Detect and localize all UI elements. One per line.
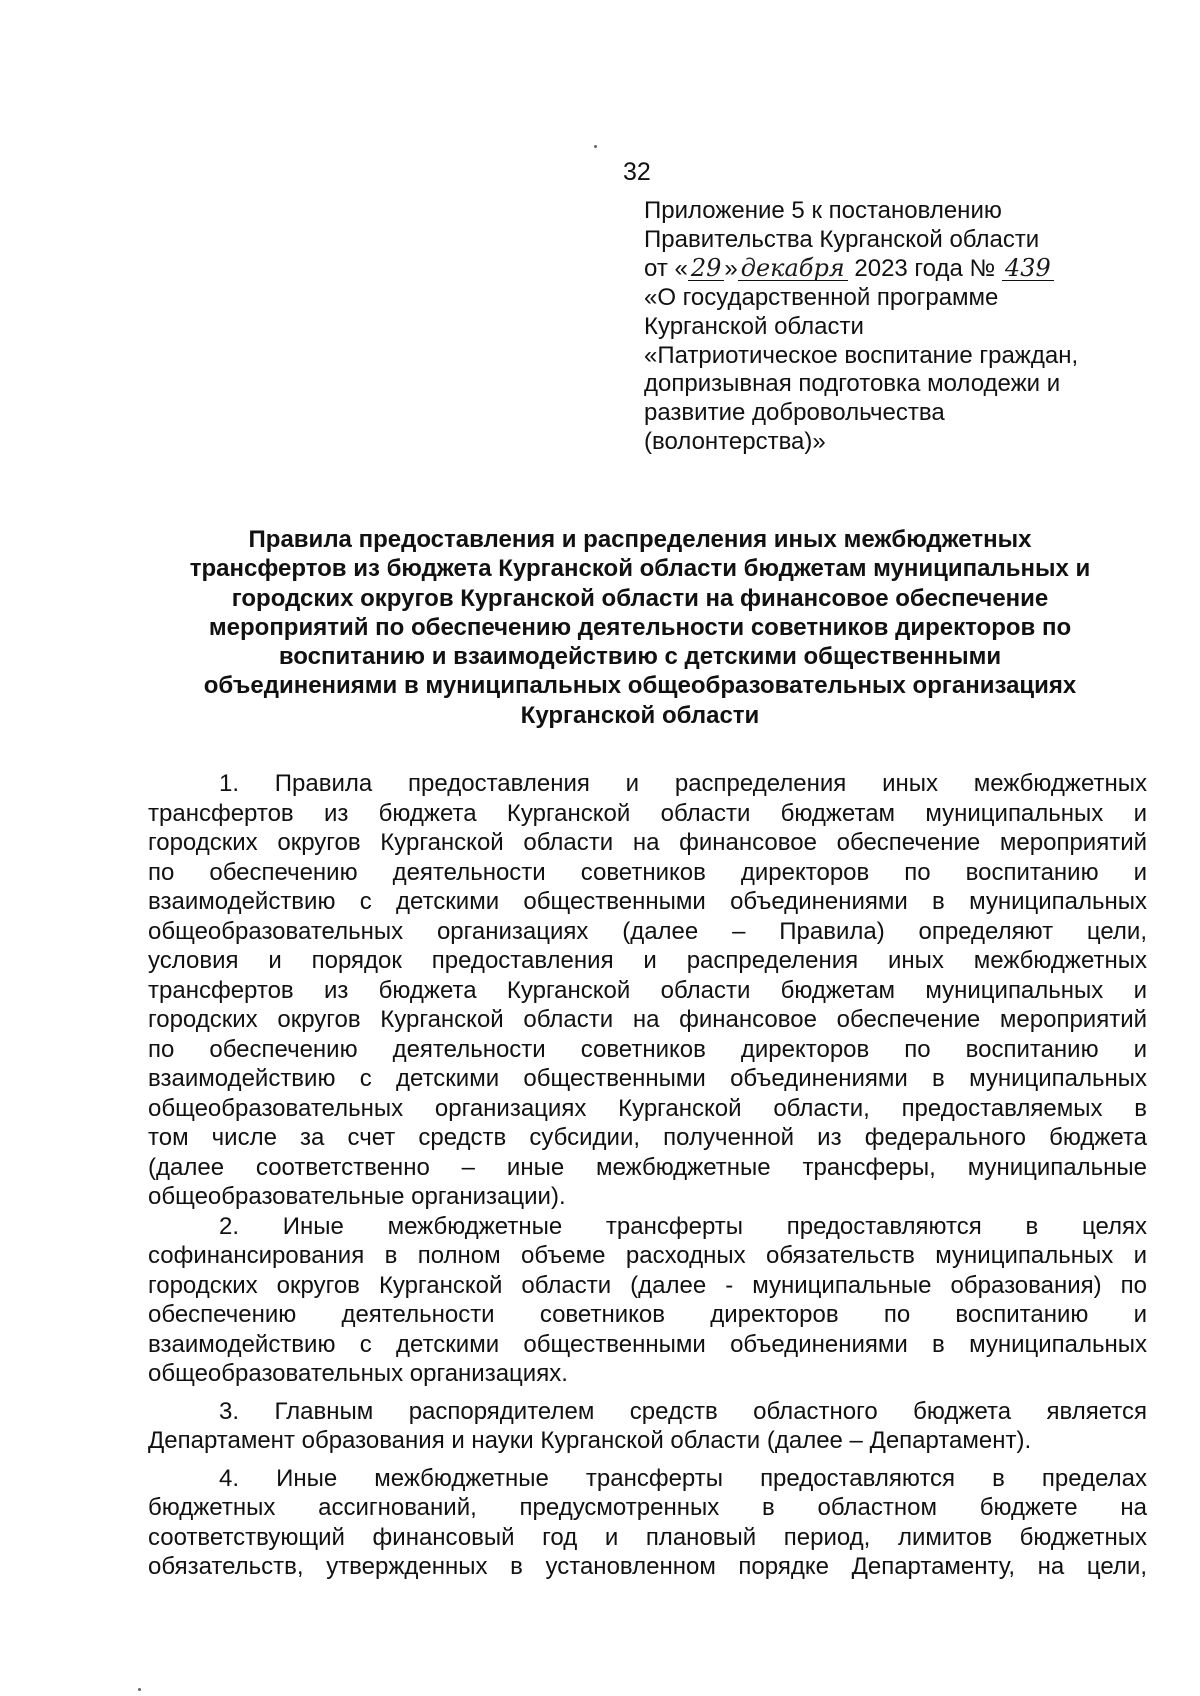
paragraph-line: Департамент образования и науки Курганской области (далее – Департамент). xyxy=(148,1427,1032,1454)
paragraph-line: городских округов Курганской области на финансовое обеспечение мероприятий xyxy=(148,1006,1147,1033)
title-line: мероприятий по обеспечению деятельности советников директоров по xyxy=(208,613,1072,641)
title-line: Правила предоставления и распределения иных межбюджетных xyxy=(248,526,1032,553)
paragraph-line: общеобразовательных организациях Курганской области, предоставляемых в xyxy=(148,1094,1147,1122)
paragraph-line: городских округов Курганской области на финансовое обеспечение мероприятий xyxy=(148,829,1147,856)
scan-speck xyxy=(594,145,597,148)
date-quote: » xyxy=(724,254,738,282)
paragraph-line: общеобразовательные организации). xyxy=(148,1183,566,1210)
appendix-line: развитие добровольчества xyxy=(644,399,945,427)
appendix-line: «Патриотическое воспитание граждан, xyxy=(644,341,1079,369)
document-body xyxy=(148,769,1147,1582)
title-line: трансфертов из бюджета Курганской области бюджетам муниципальных и xyxy=(189,555,1091,583)
paragraph-line: 3. Главным распорядителем средств областного бюджета является xyxy=(219,1397,1147,1425)
paragraph-1 xyxy=(148,769,1147,1212)
appendix-line: «О государственной программе xyxy=(644,283,999,311)
date-year: 2023 года № xyxy=(847,254,996,282)
paragraph-line: 4. Иные межбюджетные трансферты предоставляются в пределах xyxy=(219,1464,1147,1492)
appendix-line: (волонтерства)» xyxy=(644,428,826,456)
paragraph-line: общеобразовательных организациях. xyxy=(148,1360,568,1387)
paragraph-line: трансфертов из бюджета Курганской области бюджетам муниципальных и xyxy=(148,976,1147,1004)
paragraph-line: трансфертов из бюджета Курганской области бюджетам муниципальных и xyxy=(148,799,1147,827)
appendix-line: Правительства Курганской области xyxy=(644,225,1040,253)
paragraph-line: (далее соответственно – иные межбюджетные трансферы, муниципальные xyxy=(148,1153,1147,1181)
appendix-date-line xyxy=(644,255,1164,284)
handwritten-month: декабря xyxy=(738,256,848,281)
paragraph-line: городских округов Курганской области (далее - муниципальные образования) по xyxy=(148,1271,1147,1299)
paragraph-line: условия и порядок предоставления и распределения иных межбюджетных xyxy=(148,947,1147,974)
paragraph-line: 1. Правила предоставления и распределения иных межбюджетных xyxy=(219,770,1147,797)
paragraph-line: том числе за счет средств субсидии, полученной из федерального бюджета xyxy=(148,1124,1147,1151)
handwritten-doc-number: 439 xyxy=(1002,256,1054,281)
paragraph-line: соответствующий финансовый год и плановый период, лимитов бюджетных xyxy=(148,1523,1147,1551)
paragraph-line: взаимодействию с детскими общественными объединениями в муниципальных xyxy=(148,888,1147,915)
title-line: воспитанию и взаимодействию с детскими общественными xyxy=(278,643,1002,671)
appendix-header xyxy=(644,197,1164,457)
paragraph-line: по обеспечению деятельности советников директоров по воспитанию и xyxy=(148,858,1147,886)
paragraph-4 xyxy=(148,1464,1147,1582)
document-title xyxy=(145,525,1135,730)
title-line: объединениями в муниципальных общеобразовательных организациях xyxy=(203,672,1077,700)
scan-speck xyxy=(138,1688,141,1691)
paragraph-3 xyxy=(148,1397,1147,1456)
paragraph-2 xyxy=(148,1212,1147,1389)
appendix-line: Приложение 5 к постановлению xyxy=(644,197,1002,224)
paragraph-line: 2. Иные межбюджетные трансферты предоставляются в целях xyxy=(219,1212,1147,1240)
appendix-line: Курганской области xyxy=(644,312,864,340)
paragraph-line: по обеспечению деятельности советников директоров по воспитанию и xyxy=(148,1035,1147,1063)
handwritten-day: 29 xyxy=(688,256,725,281)
paragraph-line: общеобразовательных организациях (далее – Правила) определяют цели, xyxy=(148,917,1147,945)
page-number: 32 xyxy=(623,158,651,186)
date-prefix: от « xyxy=(644,254,688,282)
paragraph-line: обязательств, утвержденных в установленном порядке Департаменту, на цели, xyxy=(148,1553,1147,1580)
title-line: городских округов Курганской области на финансовое обеспечение xyxy=(231,584,1049,612)
paragraph-line: бюджетных ассигнований, предусмотренных в областном бюджете на xyxy=(148,1494,1147,1521)
paragraph-line: взаимодействию с детскими общественными объединениями в муниципальных xyxy=(148,1065,1147,1092)
paragraph-line: взаимодействию с детскими общественными объединениями в муниципальных xyxy=(148,1330,1147,1358)
paragraph-gap xyxy=(148,1389,1147,1397)
paragraph-line: софинансирования в полном объеме расходных обязательств муниципальных и xyxy=(148,1242,1147,1269)
appendix-line: допризывная подготовка молодежи и xyxy=(644,370,1061,398)
paragraph-gap xyxy=(148,1456,1147,1464)
paragraph-line: обеспечению деятельности советников директоров по воспитанию и xyxy=(148,1301,1147,1328)
title-line: Курганской области xyxy=(520,701,760,729)
